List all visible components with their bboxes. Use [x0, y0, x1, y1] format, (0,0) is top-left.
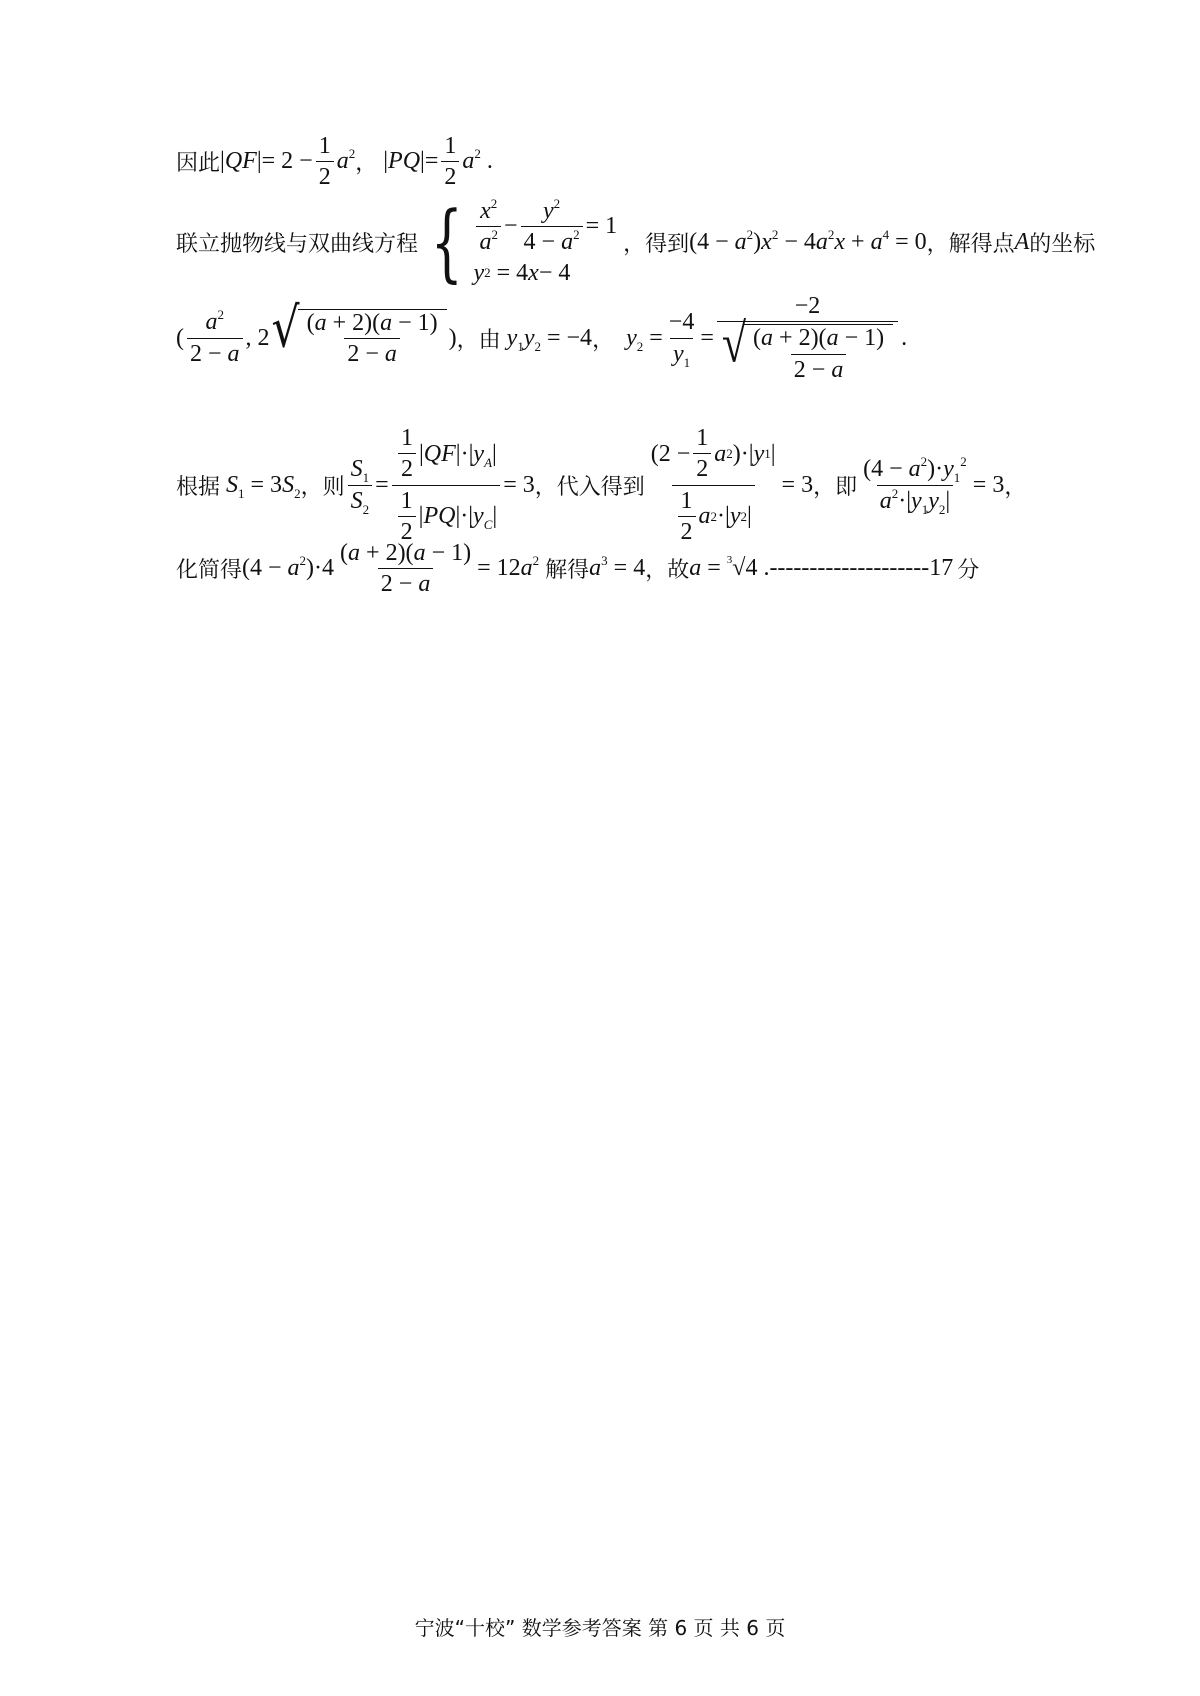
formula-qf: |QF|= 2 −: [220, 148, 313, 175]
formula-point-a: (: [176, 324, 184, 351]
formula-s1-3s2: $S_1 = 3S_2$: [226, 471, 301, 501]
fraction-s1-s2: $\frac{S_1}{S_2}$: [348, 456, 373, 514]
fraction-half: $\frac{1}{2}$: [316, 133, 334, 191]
equation-system: { $\frac{x^2}{a^2}$ − $\frac{y^2}{4 - a^2}$ = 1 y 2 = 4 x − 4: [430, 193, 618, 292]
text-according: 根据: [176, 474, 221, 500]
fraction-simplified: $\frac{(4 - a^2)\cdot y_1^2}{a^2\cdot|y_1y_2|}$: [863, 454, 967, 517]
line-system: 联立抛物线与双曲线方程 { $\frac{x^2}{a^2}$ − $\frac{y^2}{4 - a^2}$ = 1 y 2 = 4 x − 4 ，得到 $(4 - a^2)x^2 - 4a^2x + a^4 = 0$ ，解得点 A 的坐标: [176, 193, 1096, 292]
fraction-area-ratio: $\frac{1}{2}$ | QF |·| $y_A$ | $\frac{1}{2}$ | PQ |·| $y_C$ |: [392, 425, 501, 546]
formula-a-cubed: $a^3 = 4$: [589, 553, 646, 582]
page-footer: 宁波“十校” 数学参考答案 第 6 页 共 6 页: [414, 1616, 786, 1640]
formula-pq: |PQ|=: [377, 148, 439, 175]
line-qf-pq: 因此 |QF|= 2 − $\frac{1}{2}$ $a^2$ ， |PQ|= $\frac{1}{2}$ $a^2$ .: [176, 133, 493, 191]
line-point-a: ( $\frac{a^2}{2 - a}$ , 2 √ $\frac{(a + 2)(a - 1)}{2 - a}$ ) ，由 $y_1y_2 = -4$ ， $y_2$ = $\frac{-4}{y_1}$ = −2 √ $\frac{(a + 2)(a - 1)}{2 - a}$ .: [176, 293, 908, 383]
score-marker: .--------------------17: [763, 555, 954, 582]
formula-y1y2: $y_1y_2 = -4$: [506, 324, 593, 354]
text-simplify: 化简得: [176, 558, 243, 584]
line-area-ratio: 根据 $S_1 = 3S_2$ ，则 $\frac{S_1}{S_2}$ = $\frac{1}{2}$ | QF |·| $y_A$ | $\frac{1}{2}$ | PQ |·| $y_C$ | = 3 ，代入得到 (2 − $\frac{1}{2}$ a 2 )·| y 1 | $\frac{1}{2}$ a 2 ·| y 2 | = 3 ，即 $\frac{(4 - a^2)\cdot y_1^2}{a^2\cdot|y_1y_2|}$ = 3 ，: [176, 425, 1027, 546]
formula-y2: $y_2$ =: [626, 324, 663, 354]
text-simultaneous: 联立抛物线与双曲线方程: [176, 231, 419, 257]
formula-final-eq: $(4 - a^2)\cdot 4$: [242, 553, 335, 582]
formula-a-value: a = $^3$√4: [689, 554, 764, 582]
formula-quartic: $(4 - a^2)x^2 - 4a^2x + a^4 = 0$: [689, 226, 927, 255]
line-conclusion: 化简得 $(4 - a^2)\cdot 4$ $\frac{(a + 2)(a - 1)}{2 - a}$ = $12a^2$ 解得 $a^3 = 4$ ，故 a = $^3$√4 .--------------------17 分: [176, 540, 980, 598]
text-therefore: 因此: [176, 151, 221, 177]
fraction-substituted: (2 − $\frac{1}{2}$ a 2 )·| y 1 | $\frac{1}{2}$ a 2 ·| y 2 |: [650, 425, 776, 546]
